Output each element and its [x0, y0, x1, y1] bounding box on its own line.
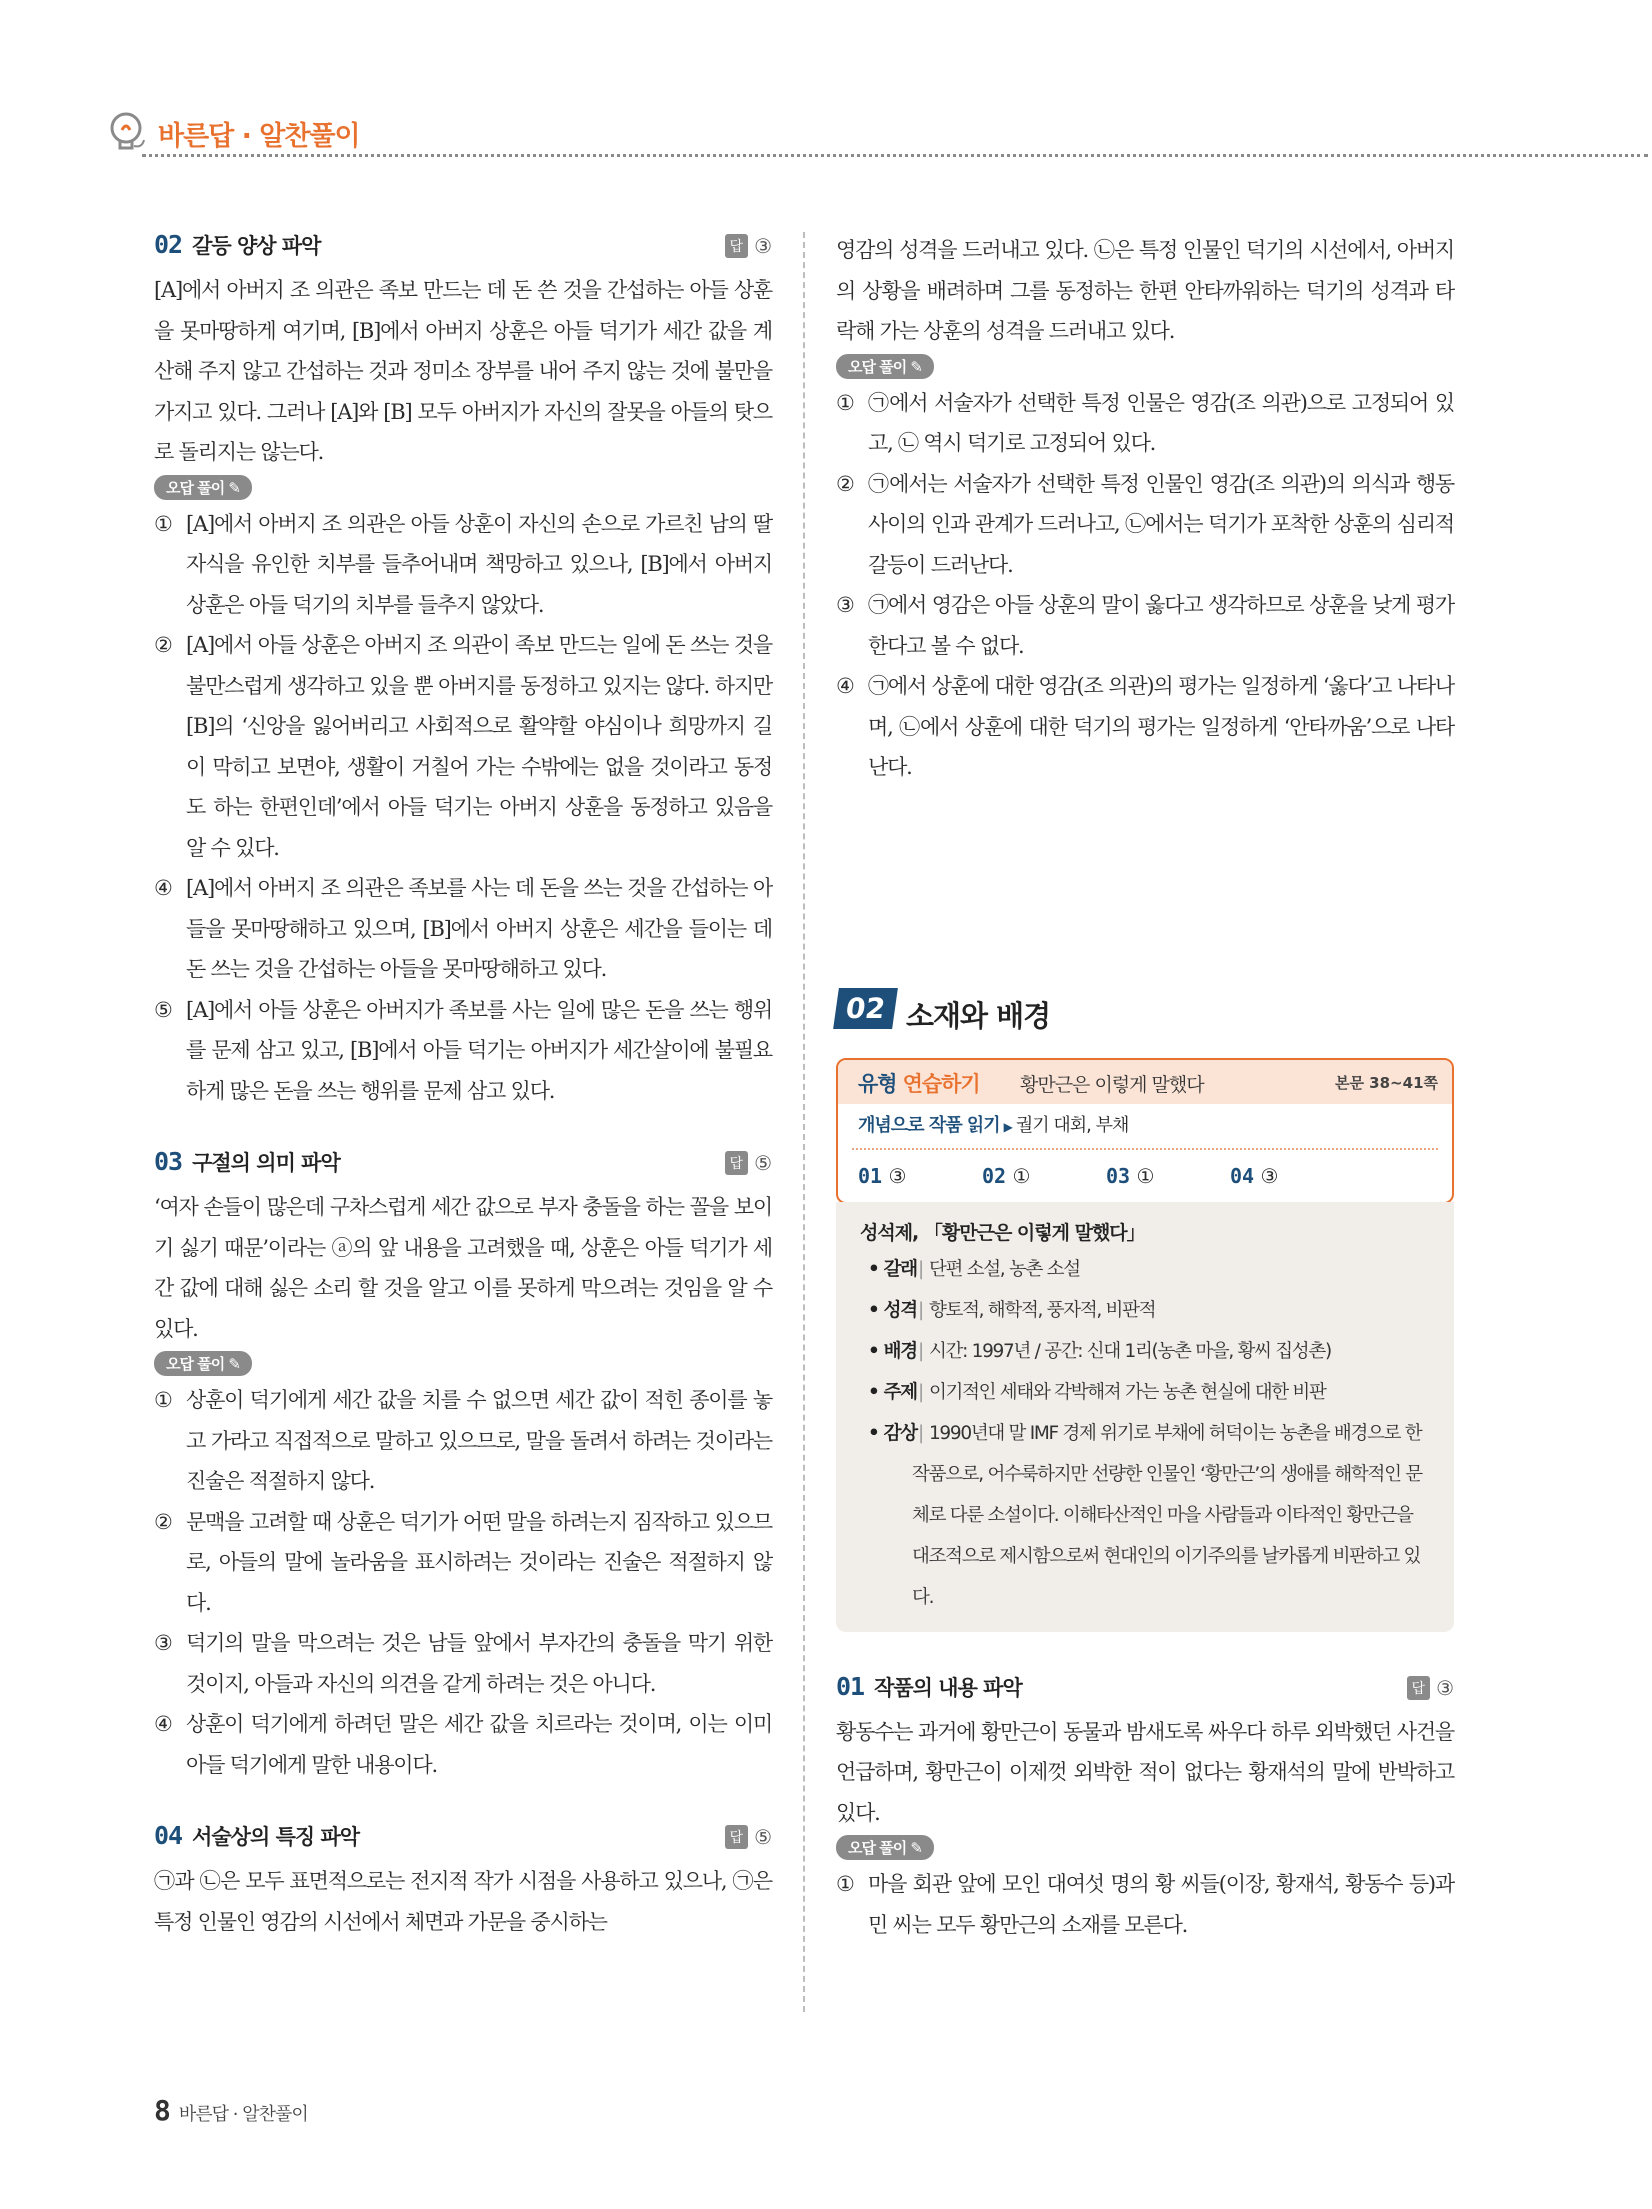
q03-answer [725, 1151, 772, 1175]
info-row: • 주제 | 이기적인 세태와 각박해져 가는 농촌 현실에 대한 비판 [868, 1381, 1326, 1403]
list-item: ① [A]에서 아버지 조 의관은 아들 상훈이 자신의 손으로 가르친 남의 딸자식을 유인한 치부를 들추어내며 책망하고 있으나, [B]에서 아버지 상훈은 아들 덕기의 치부를 들추지 않았다. [154, 511, 772, 617]
answer-item: 02 ① [982, 1163, 1031, 1188]
q04-body-continued: 영감의 성격을 드러내고 있다. ㉡은 특정 인물인 덕기의 시선에서, 아버지의 상황을 배려하며 그를 동정하는 한편 안타까워하는 덕기의 성격과 타락해 가는 상훈의 성격을 드러내고 있다. [836, 238, 1454, 343]
q02-title: 갈등 양상 파악 [192, 234, 321, 258]
lightbulb-icon [108, 110, 148, 158]
q04-heading [154, 1821, 772, 1861]
list-item: ① 마을 회관 앞에 모인 대여섯 명의 황 씨들(이장, 황재석, 황동수 등)과 민 씨는 모두 황만근의 소재를 모른다. [836, 1872, 1454, 1937]
q03-title: 구절의 의미 파악 [192, 1151, 340, 1175]
list-item: ③ 덕기의 말을 막으려는 것은 남들 앞에서 부자간의 충돌을 막기 위한 것이지, 아들과 자신의 의견을 같게 하려는 것은 아니다. [154, 1631, 772, 1696]
answer-tag: 답 [725, 1151, 749, 1175]
answer-tag: 답 [1407, 1676, 1431, 1700]
answer-tag: 답 [725, 234, 749, 258]
list-item: ② 문맥을 고려할 때 상훈은 덕기가 어떤 말을 하려는지 짐작하고 있으므로, 아들의 말에 놀라움을 표시하려는 것이라는 진술은 적절하지 않다. [154, 1509, 772, 1615]
list-item: ① ㉠에서 서술자가 선택한 특정 인물은 영감(조 의관)으로 고정되어 있고, ㉡ 역시 덕기로 고정되어 있다. [836, 390, 1454, 455]
section-number: 02 [833, 988, 898, 1029]
answer-value: ⑤ [754, 1151, 772, 1175]
work-info-box [836, 1202, 1454, 1632]
practice-title: 황만근은 이렇게 말했다 [1020, 1073, 1204, 1096]
answer-row [852, 1148, 1438, 1202]
q02-heading [154, 230, 772, 270]
concept-row: 개념으로 작품 읽기 ▶ 궐기 대회, 부채 [858, 1114, 1129, 1136]
info-row: • 배경 | 시간: 1997년 / 공간: 신대 1리(농촌 마을, 황씨 집성촌) [868, 1340, 1331, 1362]
q04-title: 서술상의 특징 파악 [192, 1825, 360, 1849]
q02-body: [A]에서 아버지 조 의관은 족보 만드는 데 돈 쓴 것을 간섭하는 아들 상훈을 못마땅하게 여기며, [B]에서 아버지 상훈은 아들 덕기가 세간 값을 계산해 주지 않고 간섭하는 것과 정미소 장부를 내어 주지 않는 것에 불만을 가지고 있다. 그러나 [A]와 [B] 모두 아버지가 자신의 잘못을 아들의 탓으로 돌리지는 않는다. [154, 278, 772, 464]
right-column [836, 230, 1454, 1945]
header-title: 바른답 · 알찬풀이 [158, 121, 360, 152]
list-item: ⑤ [A]에서 아들 상훈은 아버지가 족보를 사는 일에 많은 돈을 쓰는 행위를 문제 삼고 있고, [B]에서 아들 덕기는 아버지가 세간살이에 불필요하게 많은 돈을 쓰는 행위를 문제 삼고 있다. [154, 997, 772, 1103]
q01-heading [836, 1672, 1454, 1712]
page-header [108, 108, 1648, 156]
q04-body: ㉠과 ㉡은 모두 표면적으로는 전지적 작가 시점을 사용하고 있으나, ㉠은 특정 인물인 영감의 시선에서 체면과 가문을 중시하는 [154, 1869, 772, 1934]
triangle-right-icon: ▶ [1003, 1119, 1012, 1134]
work-title: 성석제, 「황만근은 이렇게 말했다」 [860, 1221, 1145, 1244]
header-dotted-rule [142, 154, 1648, 157]
practice-header [838, 1060, 1452, 1104]
answer-value: ③ [754, 234, 772, 258]
column-divider [803, 232, 805, 2012]
info-row: • 성격 | 향토적, 해학적, 풍자적, 비판적 [868, 1299, 1156, 1321]
q01-title: 작품의 내용 파악 [874, 1675, 1022, 1700]
page-reference: 본문 38~41쪽 [1334, 1073, 1438, 1092]
section-heading [836, 988, 1454, 1058]
wrong-answer-label: 오답 풀이 ✎ [836, 1835, 934, 1860]
answer-value: ③ [1436, 1675, 1454, 1700]
list-item: ④ ㉠에서 상훈에 대한 영감(조 의관)의 평가는 일정하게 ‘옳다’고 나타나며, ㉡에서 상훈에 대한 덕기의 평가는 일정하게 ‘안타까움’으로 나타난다. [836, 674, 1454, 779]
info-row: • 갈래 | 단편 소설, 농촌 소설 [868, 1258, 1080, 1280]
answer-value: ⑤ [754, 1825, 772, 1849]
list-item: ① 상훈이 덕기에게 세간 값을 치를 수 없으면 세간 값이 적힌 종이를 놓고 가라고 직접적으로 말하고 있으므로, 말을 돌려서 하려는 것이라는 진술은 적절하지 않다. [154, 1388, 772, 1493]
q03-heading [154, 1147, 772, 1187]
list-item: ② [A]에서 아들 상훈은 아버지 조 의관이 족보 만드는 일에 돈 쓰는 것을 불만스럽게 생각하고 있을 뿐 아버지를 동정하고 있지는 않다. 하지만 [B]의 ‘신앙을 잃어버리고 사회적으로 활약할 야심이나 희망까지 길이 막히고 보면야, 생활이 거칠어 가는 수밖에는 없을 것이라고 동정도 하는 한편인데’에서 아들 덕기는 아버지 상훈을 동정하고 있음을 알 수 있다. [154, 633, 772, 860]
q02-answer [725, 234, 772, 258]
left-column [154, 230, 772, 1942]
q04-number: 04 [154, 1821, 183, 1850]
q03-number: 03 [154, 1147, 183, 1176]
footer-text: 바른답 · 알찬풀이 [178, 2104, 308, 2125]
list-item: ③ ㉠에서 영감은 아들 상훈의 말이 옳다고 생각하므로 상훈을 낮게 평가한다고 볼 수 없다. [836, 593, 1454, 658]
page-footer [154, 2094, 308, 2127]
q03-body: ‘여자 손들이 많은데 구차스럽게 세간 값으로 부자 충돌을 하는 꼴을 보이기 싫기 때문’이라는 ⓐ의 앞 내용을 고려했을 때, 상훈은 아들 덕기가 세간 값에 대해 싫은 소리 할 것을 알고 이를 못하게 막으려는 것임을 알 수 있다. [154, 1195, 772, 1341]
answer-item: 04 ③ [1230, 1163, 1279, 1188]
list-item: ② ㉠에서는 서술자가 선택한 특정 인물인 영감(조 의관)의 의식과 행동 사이의 인과 관계가 드러나고, ㉡에서는 덕기가 포착한 상훈의 심리적 갈등이 드러난다. [836, 471, 1454, 577]
answer-tag: 답 [725, 1825, 749, 1849]
list-item: ④ [A]에서 아버지 조 의관은 족보를 사는 데 돈을 쓰는 것을 간섭하는 아들을 못마땅해하고 있으며, [B]에서 아버지 상훈은 세간을 들이는 데 돈 쓰는 것을 간섭하는 아들을 못마땅해하고 있다. [154, 876, 772, 981]
q02-number: 02 [154, 230, 183, 259]
q04-answer [725, 1825, 772, 1849]
q01-number: 01 [836, 1671, 865, 1701]
answer-item: 03 ① [1106, 1163, 1155, 1188]
wrong-answer-label: 오답 풀이 ✎ [836, 354, 934, 379]
page-number: 8 [154, 2094, 171, 2127]
list-item: ④ 상훈이 덕기에게 하려던 말은 세간 값을 치르라는 것이며, 이는 이미 아들 덕기에게 말한 내용이다. [154, 1712, 772, 1777]
practice-box [836, 1058, 1454, 1204]
answer-item: 01 ③ [858, 1163, 907, 1188]
section-title: 소재와 배경 [906, 998, 1051, 1033]
q01-body: 황동수는 과거에 황만근이 동물과 밤새도록 싸우다 하루 외박했던 사건을 언급하며, 황만근이 이제껏 외박한 적이 없다는 황재석의 말에 반박하고 있다. [836, 1719, 1454, 1825]
practice-tag: 유형 연습하기 [858, 1071, 980, 1096]
wrong-answer-label: 오답 풀이 ✎ [154, 475, 252, 500]
wrong-answer-label: 오답 풀이 ✎ [154, 1351, 252, 1376]
info-row: • 감상 | 1990년대 말 IMF 경제 위기로 부채에 허덕이는 농촌을 배경으로 한 작품으로, 어수룩하지만 선량한 인물인 ‘황만근’의 생애를 해학적인 문체로 다룬 소설이다. 이해타산적인 마을 사람들과 이타적인 황만근을 대조적으로 제시함으로써 현대인의 이기주의를 날카롭게 비판하고 있다. [868, 1422, 1422, 1608]
q01-answer [1407, 1676, 1454, 1700]
